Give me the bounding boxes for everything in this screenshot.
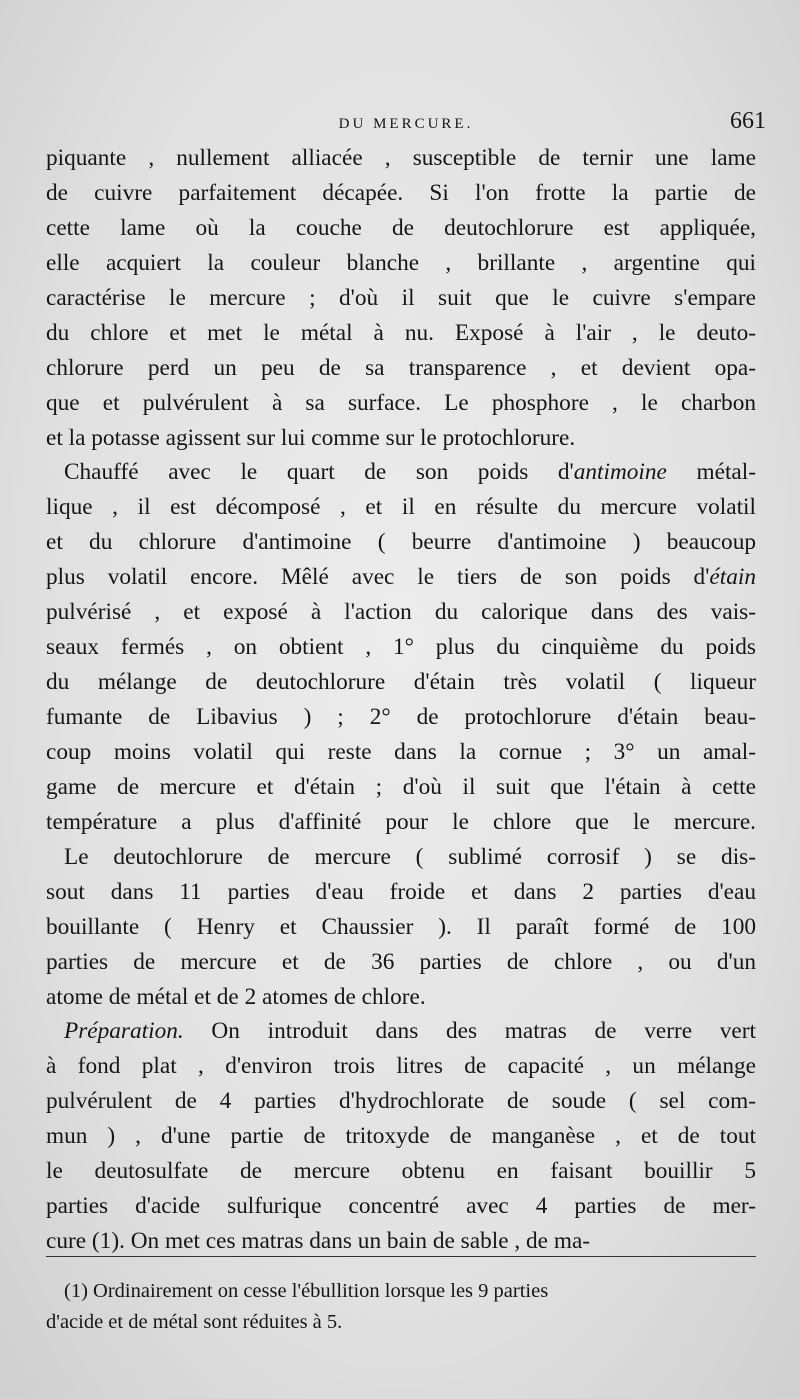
text-line xyxy=(46,665,756,700)
text-line xyxy=(46,805,756,840)
text-line xyxy=(46,455,756,490)
text-segment: fumante de Libavius ) ; 2° de protochlorure d'étain beau- xyxy=(46,704,756,730)
text-segment: le deutosulfate de mercure obtenu en faisant bouillir 5 xyxy=(46,1158,756,1185)
text-line xyxy=(46,1224,756,1259)
text-line xyxy=(46,211,756,246)
text-line xyxy=(46,1014,756,1049)
text-line xyxy=(46,700,756,735)
text-line xyxy=(46,770,756,805)
text-line xyxy=(46,316,756,351)
body-text xyxy=(46,141,756,1259)
text-segment: et la potasse agissent sur lui comme sur le protochlorure. xyxy=(46,424,576,451)
italic-term: étain xyxy=(709,564,756,591)
text-line xyxy=(46,141,756,176)
text-segment: mun ) , d'une partie de tritoxyde de manganèse , et de tout xyxy=(46,1123,756,1150)
running-head: DU MERCURE. xyxy=(338,116,474,132)
text-line xyxy=(46,351,756,386)
italic-term: Préparation. xyxy=(64,1018,184,1045)
text-line xyxy=(46,910,756,945)
text-line xyxy=(46,525,756,560)
italic-term: antimoine xyxy=(573,459,667,486)
text-segment: caractérise le mercure ; d'où il suit que le cuivre s'empare xyxy=(46,284,756,311)
text-line xyxy=(46,1119,756,1154)
text-line xyxy=(46,595,756,630)
text-segment: que et pulvérulent à sa surface. Le phosphore , le charbon xyxy=(46,389,756,416)
text-line xyxy=(46,1189,756,1224)
text-line xyxy=(46,176,756,211)
footnote-line: d'acide et de métal sont réduites à 5. xyxy=(46,1311,343,1333)
text-segment: cette lame où la couche de deutochlorure est appliquée, xyxy=(46,214,756,241)
text-segment: bouillante ( Henry et Chaussier ). Il paraît formé de 100 xyxy=(46,913,756,940)
text-segment: lique , il est décomposé , et il en résulte du mercure volatil xyxy=(46,494,756,521)
text-line xyxy=(46,735,756,770)
text-segment: cure (1). On met ces matras dans un bain de sable , de ma- xyxy=(46,1228,591,1255)
text-line xyxy=(46,1154,756,1189)
text-line xyxy=(46,421,756,456)
text-segment: On introduit dans des matras de verre vert xyxy=(183,1018,756,1045)
text-segment: métal- xyxy=(666,459,756,486)
text-segment: plus volatil encore. Mêlé avec le tiers de son poids d' xyxy=(46,564,710,591)
text-segment: de cuivre parfaitement décapée. Si l'on frotte la partie de xyxy=(46,179,756,206)
footnote-rule xyxy=(46,1256,756,1257)
text-line xyxy=(46,630,756,665)
text-segment: coup moins volatil qui reste dans la cornue ; 3° un amal- xyxy=(46,738,756,765)
text-line xyxy=(46,560,756,595)
text-line xyxy=(46,490,756,525)
text-line xyxy=(46,980,756,1015)
text-segment: du mélange de deutochlorure d'étain très volatil ( liqueur xyxy=(46,669,756,696)
text-segment: elle acquiert la couleur blanche , brillante , argentine qui xyxy=(46,249,756,276)
text-line xyxy=(46,840,756,875)
text-segment: parties de mercure et de 36 parties de chlore , ou d'un xyxy=(46,948,756,975)
text-line xyxy=(46,386,756,421)
text-segment: Le deutochlorure de mercure ( sublimé corrosif ) se dis- xyxy=(64,843,756,870)
text-line xyxy=(46,281,756,316)
text-line xyxy=(46,1084,756,1119)
page-number: 661 xyxy=(730,108,766,134)
text-segment: chlorure perd un peu de sa transparence , et devient opa- xyxy=(46,354,756,381)
text-segment: Chauffé avec le quart de son poids d' xyxy=(64,459,574,486)
footnote-line: (1) Ordinairement on cesse l'ébullition lorsque les 9 parties xyxy=(64,1280,549,1302)
text-segment: pulvérulent de 4 parties d'hydrochlorate de soude ( sel com- xyxy=(46,1088,756,1115)
text-segment: piquante , nullement alliacée , susceptible de ternir une lame xyxy=(46,145,756,171)
text-line xyxy=(46,875,756,910)
text-line xyxy=(46,1049,756,1084)
text-segment: du chlore et met le métal à nu. Exposé à l'air , le deuto- xyxy=(46,319,756,346)
text-segment: parties d'acide sulfurique concentré avec 4 parties de mer- xyxy=(46,1193,756,1220)
text-segment: pulvérisé , et exposé à l'action du calorique dans des vais- xyxy=(46,599,756,626)
text-segment: seaux fermés , on obtient , 1° plus du cinquième du poids xyxy=(46,634,756,661)
text-segment: à fond plat , d'environ trois litres de capacité , un mélange xyxy=(46,1053,756,1080)
footnote xyxy=(46,1276,756,1338)
text-segment: game de mercure et d'étain ; d'où il suit que l'étain à cette xyxy=(46,773,756,800)
page-header xyxy=(46,108,766,138)
text-segment: température a plus d'affinité pour le chlore que le mercure. xyxy=(46,808,756,835)
text-segment: sout dans 11 parties d'eau froide et dans 2 parties d'eau xyxy=(46,878,756,905)
text-line xyxy=(46,246,756,281)
text-segment: et du chlorure d'antimoine ( beurre d'antimoine ) beaucoup xyxy=(46,529,756,556)
text-line xyxy=(46,945,756,980)
text-segment: atome de métal et de 2 atomes de chlore. xyxy=(46,983,426,1010)
